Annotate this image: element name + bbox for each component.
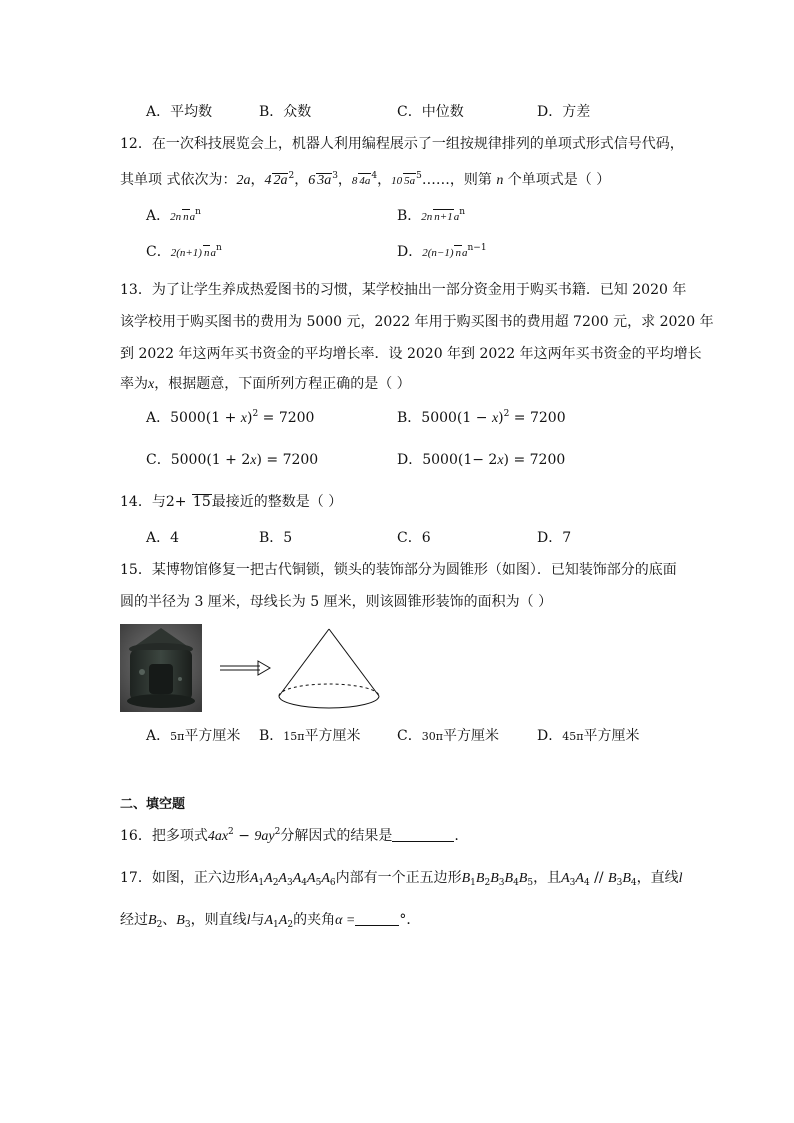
q12-line2-pre: 其单项 式依次为：	[120, 172, 237, 188]
q16-stem: 16．把多项式$4ax^2 - 9ay^2$分解因式的结果是 .	[120, 827, 459, 844]
q15-option-a: A．5π平方厘米	[146, 728, 241, 744]
q12-option-c: C．2(n+1) $na^n$	[146, 243, 222, 260]
q15-line2: 圆的半径为 3 厘米，母线长为 5 厘米，则该圆锥形装饰的面积为（ ）	[120, 594, 553, 610]
section-heading: 二、填空题	[120, 797, 186, 812]
q17-line2: 经过$B_2$、$B_3$，则直线l与$A_1A_2$的夹角α = °．	[120, 912, 421, 930]
q13-option-c: C．5000(1 + 2x) = 7200	[146, 452, 319, 468]
q12-line1: 12．在一次科技展览会上，机器人利用编程展示了一组按规律排列的单项式形式信号代码，	[120, 136, 684, 152]
q15-line1: 15．某博物馆修复一把古代铜锁，锁头的装饰部分为圆锥形（如图）．已知装饰部分的底面	[120, 562, 677, 578]
q15-option-c: C．30π平方厘米	[397, 728, 499, 744]
q14-option-b: B．5	[259, 530, 293, 546]
cone-diagram	[274, 626, 384, 712]
arrow-icon	[218, 660, 272, 676]
q12-line2: 其单项 式依次为：2a，4 $2a^2$，6 $3a^3$，8 $4a^4$，10 $5a^5\dots\dots$，则第 n 个单项式是（ ）	[120, 171, 611, 188]
q13-option-a: A．$5000(1 + x)^2 = 7200$	[146, 409, 315, 426]
q12-option-a: A．2n $na^n$	[146, 207, 201, 224]
q11-option-a: A．平均数	[146, 104, 213, 120]
q17-line1: 17．如图，正六边形$A_1A_2A_3A_4A_5A_6$内部有一个正五边形$B_1B_2B_3B_4B_5$，且$A_3A_4 // B_3B_4$，直线l	[120, 870, 683, 888]
q14-stem: 14．与2+ 15最接近的整数是（ ）	[120, 494, 343, 510]
q13-line3: 到 2022 年这两年买书资金的平均增长率．设 2020 年到 2022 年这两年买书资金的平均增长	[120, 346, 702, 362]
q15-option-d: D．45π平方厘米	[537, 728, 640, 744]
q14-option-c: C．6	[397, 530, 431, 546]
q13-option-b: B．$5000(1 - x)^2 = 7200$	[397, 409, 566, 426]
lock-photo	[120, 624, 202, 712]
q11-option-d: D．方差	[537, 104, 591, 120]
q13-option-d: D．5000(1− 2x) = 7200	[397, 452, 566, 468]
q14-option-a: A．4	[146, 530, 180, 546]
q12-option-b: B．2n $n+1a^n$	[397, 207, 466, 224]
q13-line2: 该学校用于购买图书的费用为 5000 元，2022 年用于购买图书的费用超 7200 元，求 2020 年	[120, 314, 714, 330]
q14-option-d: D．7	[537, 530, 572, 546]
q13-line4: 率为x，根据题意，下面所列方程正确的是（ ）	[120, 376, 411, 392]
q12-n: n	[496, 173, 504, 188]
q15-option-b: B．15π平方厘米	[259, 728, 361, 744]
q11-option-c: C．中位数	[397, 104, 464, 120]
q13-line1: 13．为了让学生养成热爱图书的习惯，某学校抽出一部分资金用于购买书籍．已知 2020 年	[120, 282, 687, 298]
q11-option-b: B．众数	[259, 104, 312, 120]
q12-line2-post: 个单项式是（ ）	[507, 172, 611, 188]
q12-line2-mid: ……，则第	[421, 172, 492, 188]
q12-option-d: D．2(n−1) $na^{n-1}$	[397, 243, 487, 260]
